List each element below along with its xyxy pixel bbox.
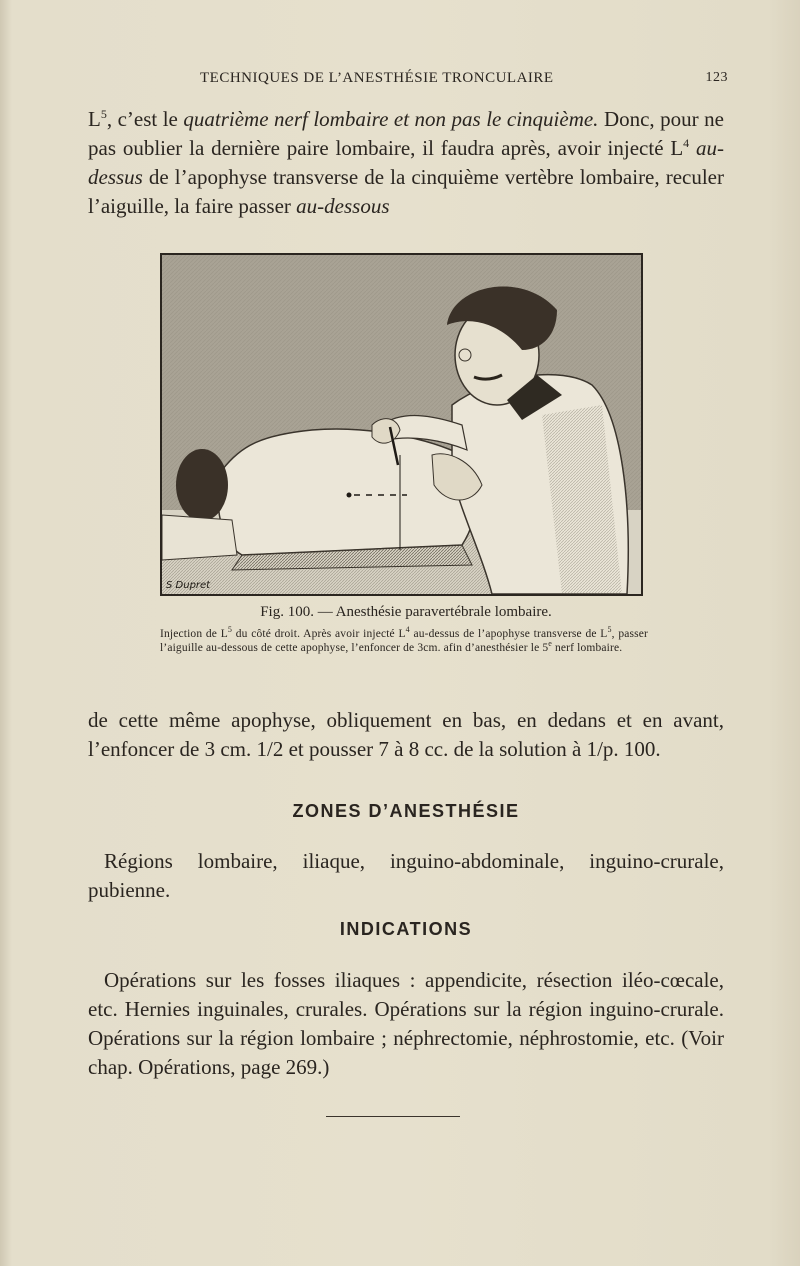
italic-run: au-dessous <box>296 194 390 218</box>
superscript: 5 <box>607 625 612 635</box>
text-run <box>689 136 696 160</box>
engraving-illustration <box>162 255 641 594</box>
patient-back <box>218 429 477 555</box>
caption-run: au-dessus de l’apophyse transverse de L <box>409 628 608 640</box>
text-run: Donc, pour ne pas oublier la dernière paire lombaire, il faudra après, avoir injecté L <box>88 107 724 160</box>
caption-run: Injection de L <box>160 628 228 640</box>
running-head-title: TECHNIQUES DE L’ANESTHÉSIE TRONCULAIRE <box>200 70 554 86</box>
superscript: e <box>548 639 552 649</box>
figure-caption-body <box>160 627 648 655</box>
patient-head <box>176 449 228 521</box>
paragraph-injection: de cette même apophyse, obliquement en bas, en dedans et en avant, l’enfoncer de 3 cm. 1/2 et pousser 7 à 8 cc. de la solution à 1/p. 100. <box>88 708 724 761</box>
caption-run: nerf lombaire. <box>552 642 623 654</box>
paragraph-indications: Opérations sur les fosses iliaques : appendicite, résection iléo-cœcale, etc. Hernies inguinales, crurales. Opérations sur la région inguino-crurale. Opérations sur la région lombaire ; néphrectomie, néphrostomie, etc. (Voir chap. Opérations, page 269.) <box>88 968 724 1079</box>
italic-run: au-dessus <box>88 136 724 189</box>
heading-indications: INDICATIONS <box>339 919 473 939</box>
superscript: 4 <box>405 625 410 635</box>
figure-caption-title: Fig. 100. — Anesthésie paravertébrale lombaire. <box>260 604 552 620</box>
text-run: de l’apophyse transverse de la cinquième vertèbre lombaire, reculer l’aiguille, la faire passer <box>88 165 724 218</box>
caption-run: du côté droit. Après avoir injecté L <box>232 628 406 640</box>
italic-run: quatrième nerf lombaire et non pas le cinquième. <box>183 107 599 131</box>
text-run: , c’est le <box>106 107 184 131</box>
nerve-label: L <box>88 107 101 131</box>
pillow <box>162 515 237 560</box>
paragraph-continued <box>88 105 724 221</box>
heading-zones: ZONES D’ANESTHÉSIE <box>292 801 520 821</box>
superscript: 4 <box>683 136 690 150</box>
caption-run: , passer l’aiguille au-dessous de cette apophyse, l’enfoncer de 3cm. afin d’anesthésier le 5 <box>160 628 648 654</box>
superscript: 5 <box>227 625 233 635</box>
figure-illustration <box>160 253 643 596</box>
paragraph-zones: Régions lombaire, iliaque, inguino-abdominale, inguino-crurale, pubienne. <box>88 849 724 902</box>
running-head <box>88 70 728 92</box>
end-rule <box>326 1116 460 1117</box>
page-number: 123 <box>705 70 728 85</box>
artist-signature: S Dupret <box>166 580 211 591</box>
superscript: 5 <box>100 107 107 121</box>
